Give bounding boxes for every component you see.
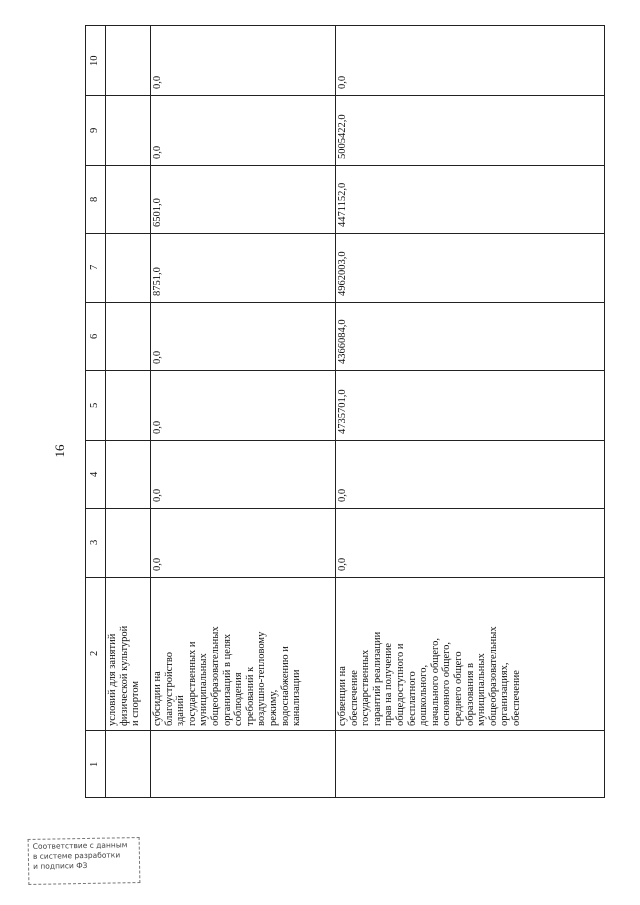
label-line: водоснабжению и	[279, 646, 291, 726]
label-line: образования в	[464, 663, 476, 726]
row-divider	[105, 25, 106, 798]
column-number: 2	[89, 650, 100, 656]
budget-table	[85, 25, 605, 798]
column-number: 1	[89, 761, 100, 767]
cell-value: 4366084,0	[337, 319, 348, 364]
row-label-subventions	[337, 626, 523, 726]
cell-value: 4471152,0	[337, 182, 348, 227]
label-line: дошкольного,	[418, 664, 430, 726]
label-line: гарантий реализации	[371, 631, 383, 726]
label-line: соблюдения	[233, 672, 245, 726]
column-divider	[85, 165, 605, 166]
label-line: условий для занятий	[107, 633, 118, 726]
cell-value: 0,0	[152, 557, 163, 571]
row-divider	[150, 25, 151, 798]
table-border-left	[85, 25, 86, 798]
cell-value: 4735701,0	[337, 389, 348, 434]
column-divider	[85, 577, 605, 578]
table-border-bottom	[85, 797, 605, 798]
row-label-continued	[107, 626, 142, 726]
column-divider	[85, 95, 605, 96]
label-line: общедоступного и	[394, 643, 406, 726]
column-divider	[85, 440, 605, 441]
cell-value: 0,0	[152, 145, 163, 159]
column-number: 3	[89, 539, 100, 545]
cell-value: 0,0	[152, 488, 163, 502]
row-divider	[335, 25, 336, 798]
column-number: 7	[89, 264, 100, 270]
label-line: муниципальных	[198, 653, 210, 726]
label-line: благоустройство	[163, 651, 175, 726]
page-number: 16	[52, 444, 67, 458]
cell-value: 4962003,0	[337, 251, 348, 296]
cell-value: 0,0	[152, 350, 163, 364]
stamp-line: в системе разработки	[32, 850, 121, 861]
cell-value: 0,0	[337, 75, 348, 89]
cell-value: 0,0	[337, 488, 348, 502]
label-line: государственных и	[186, 641, 198, 726]
label-line: основного общего,	[441, 641, 453, 726]
column-number: 4	[89, 471, 100, 477]
column-divider	[85, 233, 605, 234]
label-line: субсидии на	[152, 671, 163, 726]
column-number: 6	[89, 333, 100, 339]
label-line: муниципальных	[476, 653, 488, 726]
label-line: государственных	[360, 649, 372, 726]
stamp-line: и подписи ФЗ	[33, 860, 88, 871]
label-line: прав на получение	[383, 642, 395, 726]
table-border-top	[85, 25, 605, 26]
label-line: бесплатного	[406, 671, 418, 726]
cell-value: 0,0	[152, 75, 163, 89]
column-divider	[85, 730, 605, 731]
column-number: 5	[89, 402, 100, 408]
column-number: 8	[89, 196, 100, 202]
label-line: обеспечение	[510, 670, 522, 726]
label-line: физической культурой	[118, 625, 130, 726]
cell-value: 5005422,0	[337, 114, 348, 159]
column-divider	[85, 370, 605, 371]
label-line: субвенции на	[337, 666, 348, 726]
row-label-subsidies	[152, 626, 303, 726]
label-line: общеобразовательных	[209, 626, 221, 726]
label-line: режиму,	[267, 689, 279, 726]
cell-value: 0,0	[152, 420, 163, 434]
column-number: 10	[89, 55, 100, 66]
label-line: среднего общего	[452, 651, 464, 726]
label-line: общеобразовательных	[487, 626, 499, 726]
column-divider	[85, 508, 605, 509]
cell-value: 0,0	[337, 557, 348, 571]
label-line: требований к	[244, 666, 256, 726]
cell-value: 6501,0	[152, 198, 163, 227]
label-line: организациях,	[499, 662, 511, 726]
label-line: начального общего,	[429, 638, 441, 726]
column-number: 9	[89, 127, 100, 133]
label-line: обеспечение	[348, 670, 360, 726]
column-divider	[85, 302, 605, 303]
label-line: зданий	[175, 695, 187, 726]
stamp-line: Соответствие с данным	[32, 840, 128, 851]
approval-stamp	[28, 837, 141, 885]
table-border-right	[604, 25, 605, 798]
label-line: организаций в целях	[221, 633, 233, 726]
label-line: и спортом	[130, 680, 142, 726]
cell-value: 8751,0	[152, 267, 163, 296]
label-line: воздушно-тепловому	[256, 631, 268, 726]
label-line: канализации	[291, 669, 303, 726]
